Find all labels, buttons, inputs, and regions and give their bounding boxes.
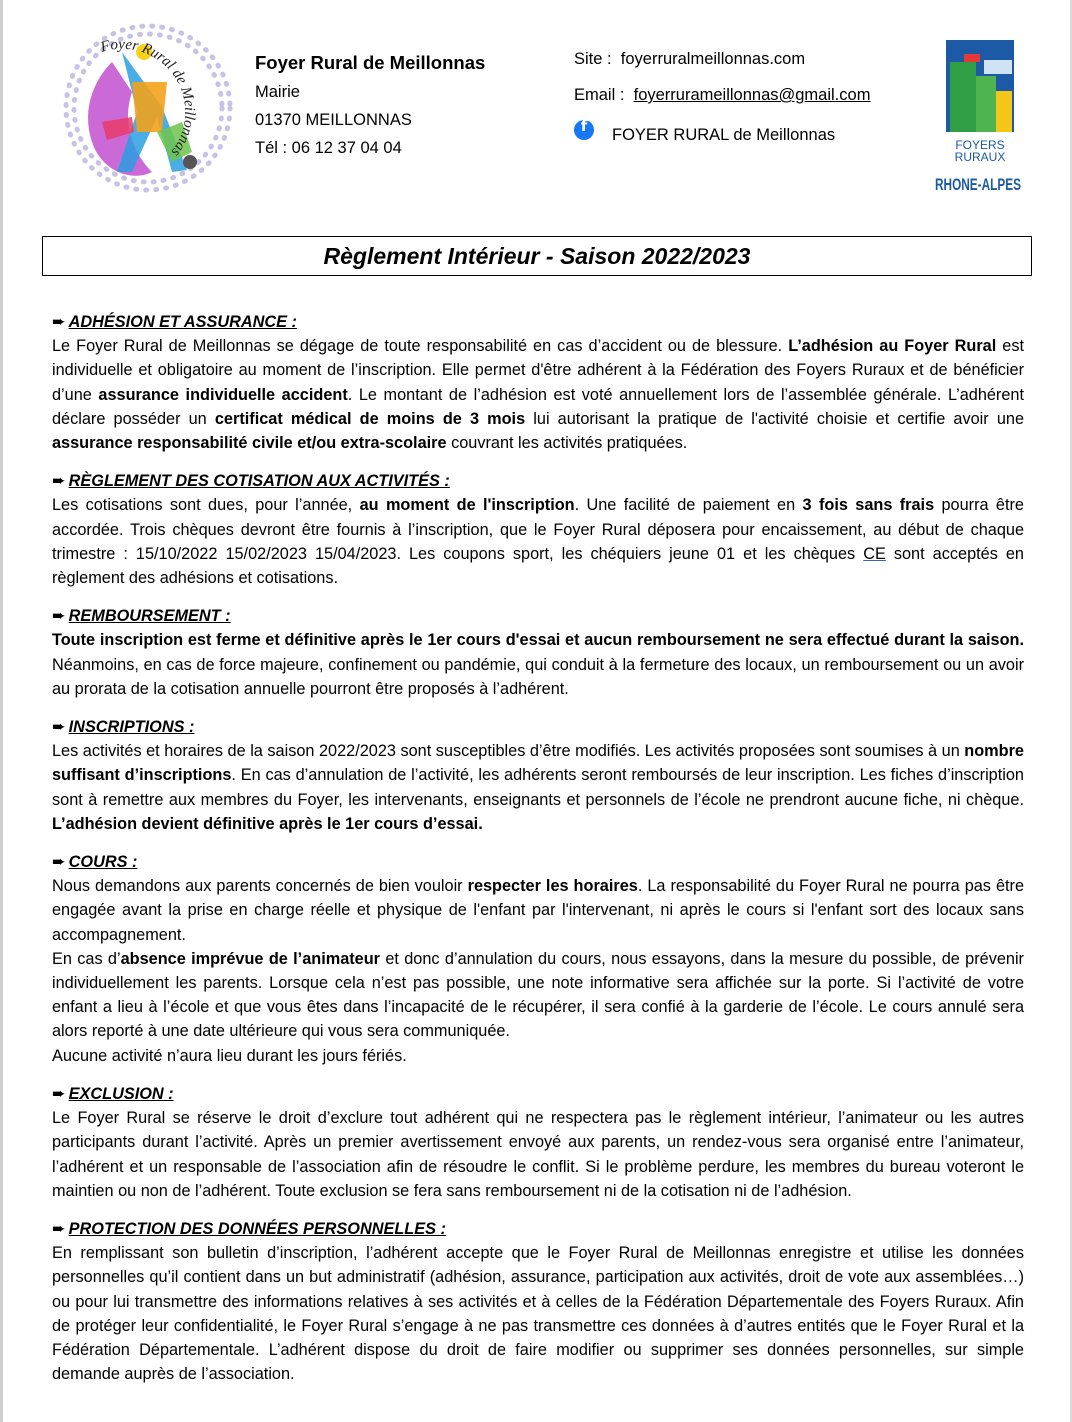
facebook-icon: f [574,120,594,140]
section-heading: ➨ EXCLUSION : [52,1082,1024,1106]
section-remboursement [52,604,1024,701]
section-text: Les cotisations sont dues, pour l’année, au moment de l'inscription. Une facilité de paiement en 3 fois sans frais pourra être accordée. Trois chèques devront être fournis à l’inscription, que le Foyer Rural déposera pour encaissement, au début de chaque trimestre : 15/10/2022 15/02/2023 15/04/2023. Les coupons sport, les chéquiers jeune 01 et les chèques CE sont acceptés en règlement des adhésions et cotisations. [52,496,1024,588]
section-exclusion [52,1082,1024,1203]
email-link[interactable]: foyerrurameillonnas@gmail.com [633,86,871,104]
site-label: Site : [574,50,612,68]
section-text: Le Foyer Rural de Meillonnas se dégage de toute responsabilité en cas d’accident ou de blessure. L’adhésion au Foyer Rural est individuelle et obligatoire au moment de l’inscription. Elle permet d'être adhérent à la Fédération des Foyers Ruraux et de bénéficier d’une assurance individuelle accident. Le montant de l’adhésion est voté annuellement lors de l’assemblée générale. L’adhérent déclare posséder un certificat médical de moins de 3 mois lui autorisant la pratique de l'activité choisie et certifie avoir une assurance responsabilité civile et/ou extra-scolaire couvrant les activités pratiquées. [52,337,1024,453]
section-text: Aucune activité n’aura lieu durant les jours fériés. [52,1046,407,1065]
email-label: Email : [574,86,625,104]
foyers-ruraux-rhone-alpes-logo [924,36,1024,196]
section-text: Le Foyer Rural se réserve le droit d’exclure tout adhérent qui ne respectera pas le règlement intérieur, l’animateur ou les autres participants durant l’activité. Après un premier avertissement envoyé aux parents, un rendez-vous sera organisé entre l’animateur, l’adhérent et un responsable de l’association afin de résoudre le conflit. Si le problème perdure, les membres du bureau voteront le maintien ou non de l’adhérent. Toute exclusion se fera sans remboursement ni de la cotisation ni de l’adhésion. [52,1109,1024,1200]
arrow-icon: ➨ [52,472,66,491]
arrow-icon: ➨ [52,1219,66,1238]
section-text: Les activités et horaires de la saison 2022/2023 sont susceptibles d’être modifiés. Les activités proposées sont soumises à un nombre suffisant d’inscriptions. En cas d’annulation de l’activité, les adhérents seront remboursés de leur inscription. Les fiches d’inscription sont à remettre aux membres du Foyer, les intervenants, enseignants et personnels de l’école ne prendront aucune fiche, ni chèque. L’adhésion devient définitive après le 1er cours d’essai. [52,742,1024,833]
logo-foyers-text: FOYERS [955,138,1005,152]
organization-info [255,50,485,162]
site-link[interactable]: foyerruralmeillonnas.com [620,50,806,68]
arrow-icon: ➨ [52,1084,66,1103]
organization-name: Foyer Rural de Meillonnas [255,52,486,73]
foyer-rural-logo [62,22,234,194]
section-heading: ➨ COURS : [52,850,1024,874]
rules-content [52,310,1024,1400]
section-heading: ➨ RÈGLEMENT DES COTISATION AUX ACTIVITÉS : [52,469,1024,493]
document-title-box [42,236,1032,276]
arrow-icon: ➨ [52,313,66,331]
arrow-icon: ➨ [52,853,66,872]
facebook-page-link[interactable]: FOYER RURAL de Meillonnas [612,126,836,144]
document-title: Règlement Intérieur - Saison 2022/2023 [323,242,751,269]
section-text: Toute inscription est ferme et définitive après le 1er cours d'essai et aucun remboursement ne sera effectué durant la saison. Néanmoins, en cas de force majeure, confinement ou pandémie, qui conduit à la fermeture des locaux, un remboursement ou un avoir au prorata de la cotisation annuelle pourront être proposés à l’adhérent. [52,631,1024,698]
logo-arc-text: Foyer Rural de Meillonnas [98,36,198,160]
section-heading: ➨ PROTECTION DES DONNÉES PERSONNELLES : [52,1217,1024,1241]
section-text: En cas d’absence imprévue de l’animateur et donc d’annulation du cours, nous essayons, dans la mesure du possible, de prévenir individuellement les parents. Lorsque cela n’est pas possible, une note informative sera affichée sur la porte. Si l’activité de votre enfant a lieu à l’école et que vous êtes dans l’incapacité de le récupérer, il sera confié à la garderie de l’école. Le cours annulé sera alors reporté à une date ultérieure qui vous sera communiquée. [52,949,1024,1041]
address-line-2: 01370 MEILLONNAS [255,111,412,129]
section-cours [52,850,1024,1068]
section-adhesion [52,310,1024,455]
section-text: Nous demandons aux parents concernés de bien vouloir respecter les horaires. La responsabilité du Foyer Rural ne pourra pas être engagée avant la prise en charge réelle et physique de l'enfant par l'intervenant, ni après le cours si l'enfant sort des locaux sans accompagnement. [52,877,1025,944]
arrow-icon: ➨ [52,718,66,737]
section-text: En remplissant son bulletin d’inscription, l’adhérent accepte que le Foyer Rural de Meillonnas enregistre et utilise les données personnelles qu’il contient dans un but administratif (adhésion, assurance, participation aux activités, droit de vote aux assemblées…) ou pour lui transmettre des informations relatives à ses activités et à celles de la Fédération Départementale des Foyers Ruraux. Afin de protéger leur confidentialité, le Foyer Rural s’engage à ne pas transmettre ces données à d’autres entités que le Foyer Rural et la Fédération Départementale. L’adhérent dispose du droit de faire modifier ou supprimer ses données personnelles, sur simple demande auprès de l’association. [52,1244,1024,1384]
contact-info [574,45,870,153]
section-heading: ➨ ADHÉSION ET ASSURANCE : [52,310,1024,334]
phone-number: Tél : 06 12 37 04 04 [255,139,402,157]
section-heading: ➨ INSCRIPTIONS : [52,715,1024,739]
address-line-1: Mairie [255,83,300,101]
arrow-icon: ➨ [52,607,66,626]
section-inscriptions [52,715,1024,836]
logo-ruraux-text: RURAUX [954,150,1006,164]
page-left-edge [0,0,3,1422]
logo-rhone-alpes-text: RHONE-ALPES [935,175,1021,194]
section-protection-donnees [52,1217,1024,1386]
section-heading: ➨ REMBOURSEMENT : [52,604,1024,628]
section-cotisations [52,469,1024,590]
